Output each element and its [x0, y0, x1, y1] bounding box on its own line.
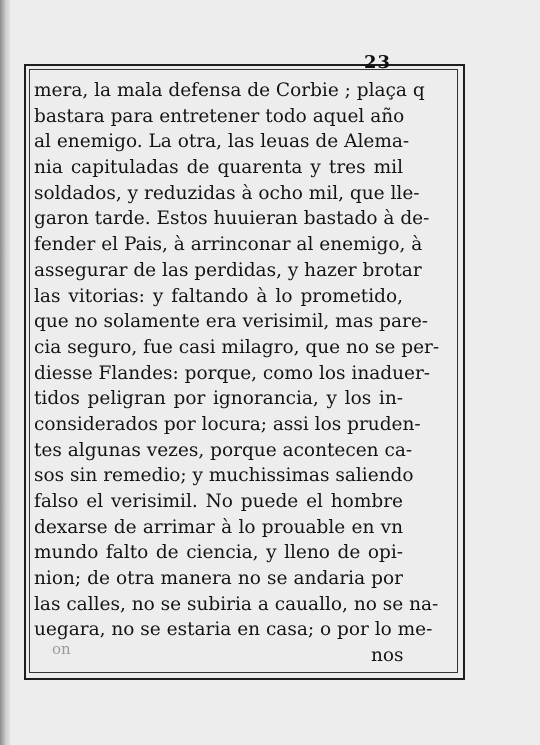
text-line: falso el verisimil. No puede el hombre	[34, 491, 403, 512]
text-line: tidos peligran por ignorancia, y los in-	[34, 388, 403, 410]
text-line: cia seguro, fue casi milagro, que no se per-	[34, 336, 440, 358]
body-text	[34, 78, 440, 643]
page-number: 23	[364, 52, 392, 73]
text-line: garon tarde. Estos huuieran bastado à de-	[34, 208, 430, 230]
text-line: que no solamente era verisimil, mas pare-	[34, 311, 429, 333]
text-line: nion; de otra manera no se andaria por	[34, 568, 403, 590]
text-line: assegurar de las perdidas, y hazer brotar	[34, 259, 422, 281]
text-line: las calles, no se subiria a cauallo, no se na-	[34, 593, 439, 615]
text-line: al enemigo. La otra, las leuas de Alema-	[34, 131, 410, 153]
text-line: mundo falto de ciencia, y lleno de opi-	[34, 542, 403, 564]
bleed-through-text: on	[52, 640, 71, 658]
text-line: uegara, no se estaria en casa; o por lo me-	[34, 619, 433, 641]
text-line: nia capituladas de quarenta y tres mil	[34, 157, 403, 179]
catchword: nos	[371, 645, 404, 666]
text-line: sos sin remedio; y muchissimas saliendo	[34, 465, 414, 487]
text-line: fender el Pais, à arrinconar al enemigo, à	[34, 234, 423, 256]
text-line: tes algunas vezes, porque acontecen ca-	[34, 439, 413, 461]
text-line: soldados, y reduzidas à ocho mil, que lle-	[34, 182, 420, 204]
text-line: diesse Flandes: porque, como los inaduer-	[34, 362, 431, 384]
text-line: dexarse de arrimar à lo prouable en vn	[34, 516, 403, 538]
text-line: considerados por locura; assi los pruden-	[34, 413, 421, 435]
text-line: bastara para entretener todo aquel año	[34, 105, 405, 127]
text-line: las vitorias: y faltando à lo prometido,	[34, 285, 403, 307]
text-line: mera, la mala defensa de Corbie ; plaça q	[34, 80, 425, 101]
